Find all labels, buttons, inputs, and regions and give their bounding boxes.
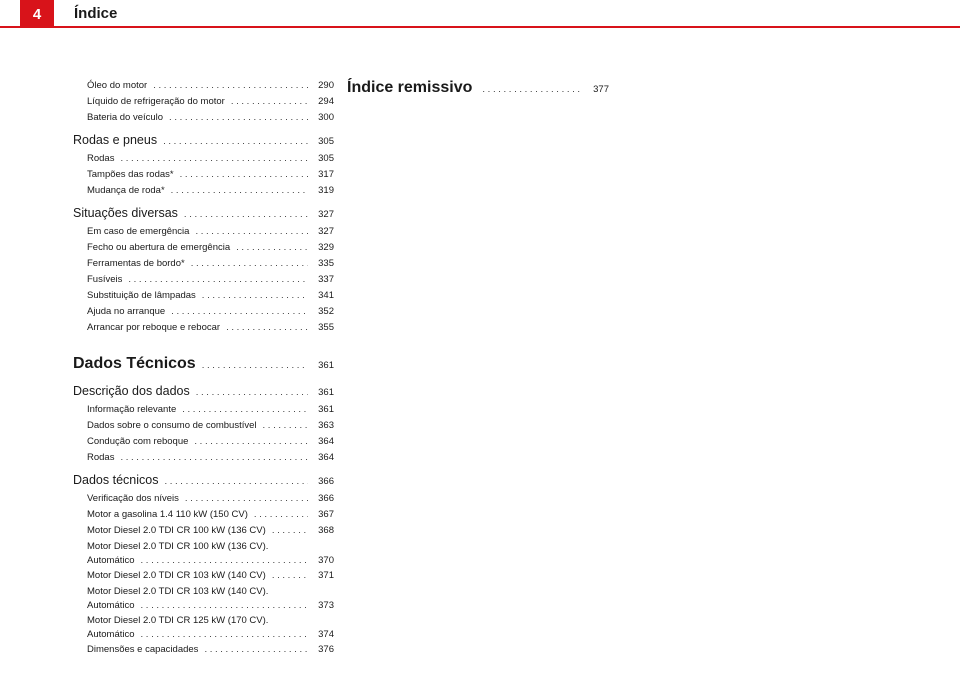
toc-entry-label: Dados Técnicos xyxy=(73,355,196,372)
dot-leader xyxy=(184,206,308,224)
toc-entry-label: Rodas xyxy=(87,452,115,463)
dot-leader xyxy=(272,568,308,584)
toc-entry-page: 366 xyxy=(318,476,334,487)
toc-entry-sub[interactable] xyxy=(73,642,334,658)
toc-entry-page: 319 xyxy=(318,185,334,196)
dot-leader xyxy=(191,256,308,272)
toc-entry-section[interactable] xyxy=(73,382,334,402)
dot-leader xyxy=(141,628,308,642)
toc-entry-sub[interactable] xyxy=(73,434,334,450)
toc-entry-label: Substituição de lâmpadas xyxy=(87,290,196,301)
toc-entry-label: Verificação dos níveis xyxy=(87,493,179,504)
toc-entry-label: Automático xyxy=(87,555,135,566)
toc-entry-label: Bateria do veículo xyxy=(87,112,164,123)
toc-entry-sub[interactable] xyxy=(73,507,334,523)
toc-entry-chapter[interactable] xyxy=(73,353,334,377)
toc-entry-sub[interactable] xyxy=(73,272,334,288)
toc-entry-sub[interactable] xyxy=(73,224,334,240)
table-of-contents xyxy=(73,78,334,658)
toc-entry-label: Informação relevante xyxy=(87,404,177,415)
toc-entry-label: Ajuda no arranque xyxy=(87,306,166,317)
toc-entry-label: Dados técnicos xyxy=(73,473,159,487)
toc-entry-page: 368 xyxy=(318,525,334,536)
toc-entry-sub[interactable] xyxy=(73,110,334,126)
toc-entry-page: 327 xyxy=(318,209,334,220)
toc-entry-wrapped[interactable] xyxy=(73,628,334,642)
toc-entry-label: Situações diversas xyxy=(73,206,178,220)
toc-entry-page: 361 xyxy=(318,360,334,371)
dot-leader xyxy=(163,133,308,151)
page-title: Índice xyxy=(74,5,118,22)
dot-leader xyxy=(185,491,308,507)
toc-entry-sub[interactable] xyxy=(73,320,334,336)
dot-leader xyxy=(171,183,308,199)
toc-entry-label: Condução com reboque xyxy=(87,436,189,447)
toc-entry-page: 361 xyxy=(318,387,334,398)
toc-entry-page: 352 xyxy=(318,306,334,317)
toc-entry-page: 290 xyxy=(318,80,334,91)
toc-entry-page: 317 xyxy=(318,169,334,180)
dot-leader xyxy=(169,110,308,126)
toc-entry-section[interactable] xyxy=(73,131,334,151)
toc-entry-page: 371 xyxy=(318,570,334,581)
toc-entry-label: Motor Diesel 2.0 TDI CR 100 kW (136 CV) xyxy=(87,525,266,536)
toc-entry-sub[interactable] xyxy=(73,402,334,418)
toc-entry-sub[interactable] xyxy=(73,418,334,434)
toc-entry-label: Motor a gasolina 1.4 110 kW (150 CV) xyxy=(87,509,248,520)
toc-entry-page: 361 xyxy=(318,404,334,415)
dot-leader xyxy=(194,434,308,450)
toc-entry-section[interactable] xyxy=(73,204,334,224)
page-number: 4 xyxy=(20,0,54,28)
toc-entry-label: Motor Diesel 2.0 TDI CR 103 kW (140 CV) xyxy=(87,570,266,581)
toc-entry-label: Óleo do motor xyxy=(87,80,148,91)
toc-entry-page: 367 xyxy=(318,509,334,520)
toc-entry-label: Dimensões e capacidades xyxy=(87,644,199,655)
dot-leader xyxy=(180,167,308,183)
page-header xyxy=(0,0,960,29)
dot-leader xyxy=(226,320,308,336)
toc-entry-page: 341 xyxy=(318,290,334,301)
dot-leader xyxy=(272,523,308,539)
toc-entry-page: 374 xyxy=(318,629,334,640)
toc-entry-sub[interactable] xyxy=(73,78,334,94)
toc-entry-title-line: Motor Diesel 2.0 TDI CR 100 kW (136 CV). xyxy=(87,541,269,552)
toc-entry-page: 300 xyxy=(318,112,334,123)
toc-entry-label: Arrancar por reboque e rebocar xyxy=(87,322,221,333)
toc-entry-label: Tampões das rodas* xyxy=(87,169,174,180)
dot-leader xyxy=(182,402,308,418)
toc-entry-page: 329 xyxy=(318,242,334,253)
dot-leader xyxy=(236,240,308,256)
dot-leader xyxy=(254,507,308,523)
toc-entry-page: 370 xyxy=(318,555,334,566)
toc-entry-page: 366 xyxy=(318,493,334,504)
header-rule xyxy=(0,26,960,28)
toc-entry-label: Em caso de emergência xyxy=(87,226,190,237)
dot-leader xyxy=(128,272,308,288)
dot-leader xyxy=(231,94,308,110)
toc-entry-label: Rodas e pneus xyxy=(73,133,158,147)
toc-entry-sub[interactable] xyxy=(73,240,334,256)
toc-entry-page: 364 xyxy=(318,436,334,447)
toc-entry-wrapped[interactable] xyxy=(73,554,334,568)
dot-leader xyxy=(195,224,308,240)
toc-entry-page: 305 xyxy=(318,153,334,164)
toc-entry-page: 364 xyxy=(318,452,334,463)
dot-leader xyxy=(263,418,308,434)
dot-leader xyxy=(202,288,308,304)
toc-entry-label: Automático xyxy=(87,600,135,611)
toc-entry-label: Dados sobre o consumo de combustível xyxy=(87,420,257,431)
toc-entry-label: Ferramentas de bordo* xyxy=(87,258,185,269)
toc-entry-label: Índice remissivo xyxy=(347,79,473,96)
toc-entry-label: Líquido de refrigeração do motor xyxy=(87,96,225,107)
toc-entry-page: 376 xyxy=(318,644,334,655)
dot-leader xyxy=(153,78,308,94)
toc-entry-label: Mudança de roda* xyxy=(87,185,165,196)
dot-leader xyxy=(141,554,308,568)
toc-entry-label: Fecho ou abertura de emergência xyxy=(87,242,231,253)
toc-entry-sub[interactable] xyxy=(73,151,334,167)
dot-leader xyxy=(120,450,308,466)
dot-leader xyxy=(120,151,308,167)
toc-entry-page: 355 xyxy=(318,322,334,333)
dot-leader xyxy=(141,599,308,613)
toc-entry-sub[interactable] xyxy=(73,183,334,199)
dot-leader xyxy=(202,355,308,377)
toc-entry-sub[interactable] xyxy=(73,94,334,110)
toc-entry-label: Automático xyxy=(87,629,135,640)
toc-entry-sub[interactable] xyxy=(73,568,334,584)
dot-leader xyxy=(204,642,308,658)
toc-entry-sub[interactable] xyxy=(73,288,334,304)
toc-entry-wrapped[interactable] xyxy=(73,599,334,613)
toc-entry-page: 363 xyxy=(318,420,334,431)
toc-entry-page: 327 xyxy=(318,226,334,237)
dot-leader xyxy=(171,304,308,320)
toc-entry-page: 305 xyxy=(318,136,334,147)
toc-entry-sub[interactable] xyxy=(73,304,334,320)
toc-entry-section[interactable] xyxy=(73,471,334,491)
toc-entry-index[interactable] xyxy=(347,77,609,101)
toc-entry-sub[interactable] xyxy=(73,491,334,507)
toc-entry-sub[interactable] xyxy=(73,450,334,466)
dot-leader xyxy=(164,473,308,491)
toc-entry-page: 373 xyxy=(318,600,334,611)
toc-entry-page: 294 xyxy=(318,96,334,107)
dot-leader xyxy=(482,79,583,101)
toc-entry-title-line: Motor Diesel 2.0 TDI CR 125 kW (170 CV). xyxy=(87,615,269,626)
index-column xyxy=(347,77,609,101)
toc-entry-page: 337 xyxy=(318,274,334,285)
toc-entry-label: Fusíveis xyxy=(87,274,123,285)
toc-entry-page: 335 xyxy=(318,258,334,269)
toc-entry-title-line: Motor Diesel 2.0 TDI CR 103 kW (140 CV). xyxy=(87,586,269,597)
toc-entry-sub[interactable] xyxy=(73,523,334,539)
toc-entry-label: Rodas xyxy=(87,153,115,164)
dot-leader xyxy=(196,384,308,402)
toc-entry-sub[interactable] xyxy=(73,167,334,183)
toc-entry-sub[interactable] xyxy=(73,256,334,272)
toc-entry-page: 377 xyxy=(593,84,609,95)
toc-entry-label: Descrição dos dados xyxy=(73,384,190,398)
